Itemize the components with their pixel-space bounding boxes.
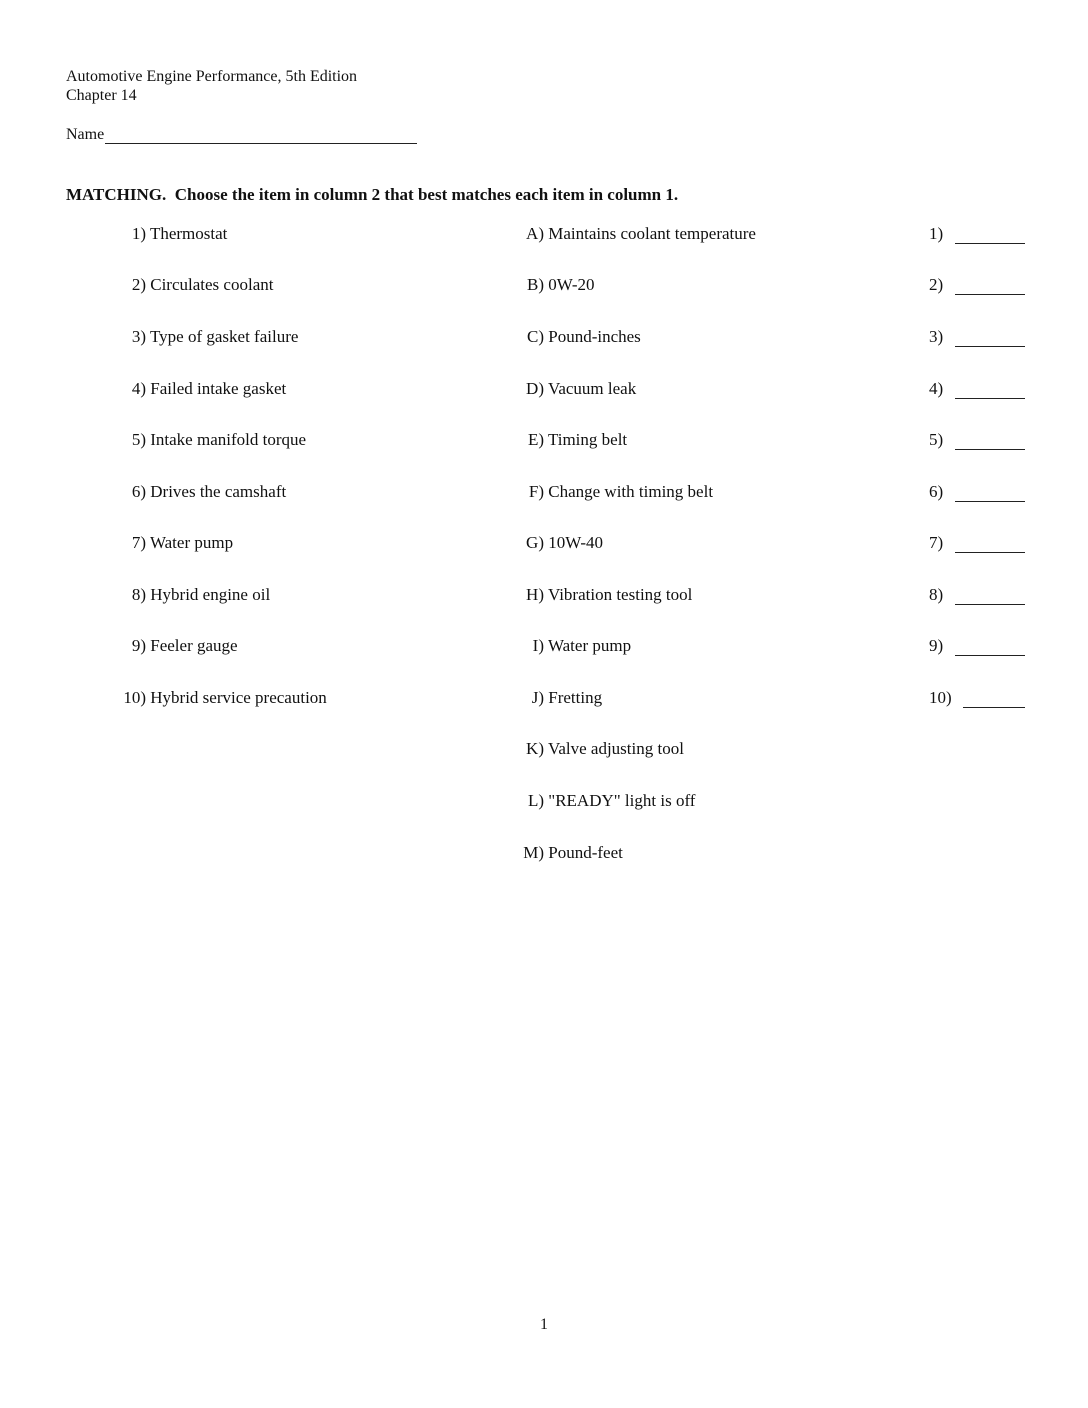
item-number: 3) (131, 327, 146, 346)
name-label: Name (66, 126, 105, 143)
answer-row (929, 379, 1025, 399)
answer-row (929, 224, 1025, 244)
item-letter: I) (532, 636, 544, 655)
item-text: Water pump (547, 636, 632, 655)
item-letter: L) (527, 791, 544, 810)
item-text: Vacuum leak (547, 379, 637, 398)
column2-item (496, 275, 595, 295)
item-letter: M) (523, 843, 544, 862)
answer-blank[interactable] (955, 533, 1025, 553)
item-text: Vibration testing tool (547, 585, 693, 604)
answer-label: 6) (929, 482, 944, 501)
item-text: Hybrid engine oil (150, 585, 271, 604)
item-letter: K) (526, 739, 544, 758)
item-number: 4) (131, 379, 146, 398)
column1-item (66, 585, 270, 605)
column2-item (496, 791, 695, 811)
item-text: Type of gasket failure (149, 327, 299, 346)
column1-item (66, 224, 227, 244)
item-number: 2) (131, 275, 146, 294)
answer-blank[interactable] (963, 688, 1025, 708)
answer-blank[interactable] (955, 379, 1025, 399)
answer-blank[interactable] (955, 327, 1025, 347)
item-text: Timing belt (547, 430, 628, 449)
answer-blank[interactable] (955, 275, 1025, 295)
item-text: Intake manifold torque (150, 430, 307, 449)
column2-item (496, 482, 713, 502)
item-text: Feeler gauge (150, 636, 238, 655)
answer-blank[interactable] (955, 482, 1025, 502)
item-text: Hybrid service precaution (150, 688, 327, 707)
answer-row (929, 636, 1025, 656)
answer-blank[interactable] (955, 636, 1025, 656)
item-text: Fretting (548, 688, 603, 707)
answer-row (929, 585, 1025, 605)
answer-label: 9) (929, 636, 944, 655)
instructions: MATCHING. Choose the item in column 2 that best matches each item in column 1. (66, 185, 679, 204)
answer-row (929, 275, 1025, 295)
answer-label: 10) (929, 688, 952, 707)
answer-label: 1) (929, 224, 944, 243)
item-letter: B) (527, 275, 544, 294)
column1-item (66, 275, 273, 295)
book-title: Automotive Engine Performance, 5th Edition (66, 68, 358, 85)
column2-item (496, 430, 627, 450)
column1-item (66, 327, 298, 347)
column1-item (66, 379, 286, 399)
item-text: Water pump (149, 533, 234, 552)
chapter-label: Chapter 14 (66, 87, 137, 104)
item-letter: H) (526, 585, 544, 604)
item-text: 0W-20 (548, 275, 595, 294)
answer-label: 4) (929, 379, 944, 398)
item-number: 1) (131, 224, 146, 243)
item-number: 7) (131, 533, 146, 552)
column2-item (496, 379, 636, 399)
answer-row (929, 533, 1025, 553)
column2-item (496, 843, 623, 863)
answer-row (929, 430, 1025, 450)
column1-item (66, 688, 327, 708)
column1-item (66, 636, 238, 656)
column2-item (496, 327, 641, 347)
answer-label: 2) (929, 275, 944, 294)
item-text: Drives the camshaft (150, 482, 287, 501)
item-letter: E) (527, 430, 544, 449)
item-number: 8) (131, 585, 146, 604)
answer-label: 8) (929, 585, 944, 604)
item-letter: C) (527, 327, 544, 346)
column2-item (496, 224, 756, 244)
answer-label: 3) (929, 327, 944, 346)
answer-label: 5) (929, 430, 944, 449)
name-row (66, 125, 417, 144)
item-text: Valve adjusting tool (547, 739, 684, 758)
item-text: Thermostat (149, 224, 228, 243)
answer-blank[interactable] (955, 224, 1025, 244)
answer-row (929, 482, 1025, 502)
item-text: 10W-40 (548, 533, 604, 552)
item-text: Maintains coolant temperature (548, 224, 756, 243)
item-letter: D) (526, 379, 544, 398)
item-number: 9) (131, 636, 146, 655)
answer-row (929, 327, 1025, 347)
column2-item (496, 688, 602, 708)
column2-item (496, 636, 631, 656)
column2-item (496, 533, 603, 553)
item-number: 10) (123, 688, 146, 707)
item-number: 6) (131, 482, 146, 501)
item-text: Pound-inches (548, 327, 641, 346)
item-text: Failed intake gasket (150, 379, 287, 398)
answer-label: 7) (929, 533, 944, 552)
item-text: Pound-feet (548, 843, 623, 862)
item-number: 5) (131, 430, 146, 449)
answer-blank[interactable] (955, 430, 1025, 450)
column1-item (66, 430, 306, 450)
answer-row (929, 688, 1025, 708)
answer-blank[interactable] (955, 585, 1025, 605)
item-text: Change with timing belt (548, 482, 714, 501)
column1-item (66, 482, 286, 502)
column2-item (496, 739, 684, 759)
item-letter: F) (528, 482, 544, 501)
item-letter: A) (526, 224, 544, 243)
item-text: "READY" light is off (548, 791, 696, 810)
item-letter: J) (531, 688, 544, 707)
page-number: 1 (540, 1316, 548, 1333)
item-text: Circulates coolant (150, 275, 274, 294)
name-field[interactable] (105, 125, 417, 144)
column2-item (496, 585, 692, 605)
item-letter: G) (526, 533, 544, 552)
column1-item (66, 533, 233, 553)
